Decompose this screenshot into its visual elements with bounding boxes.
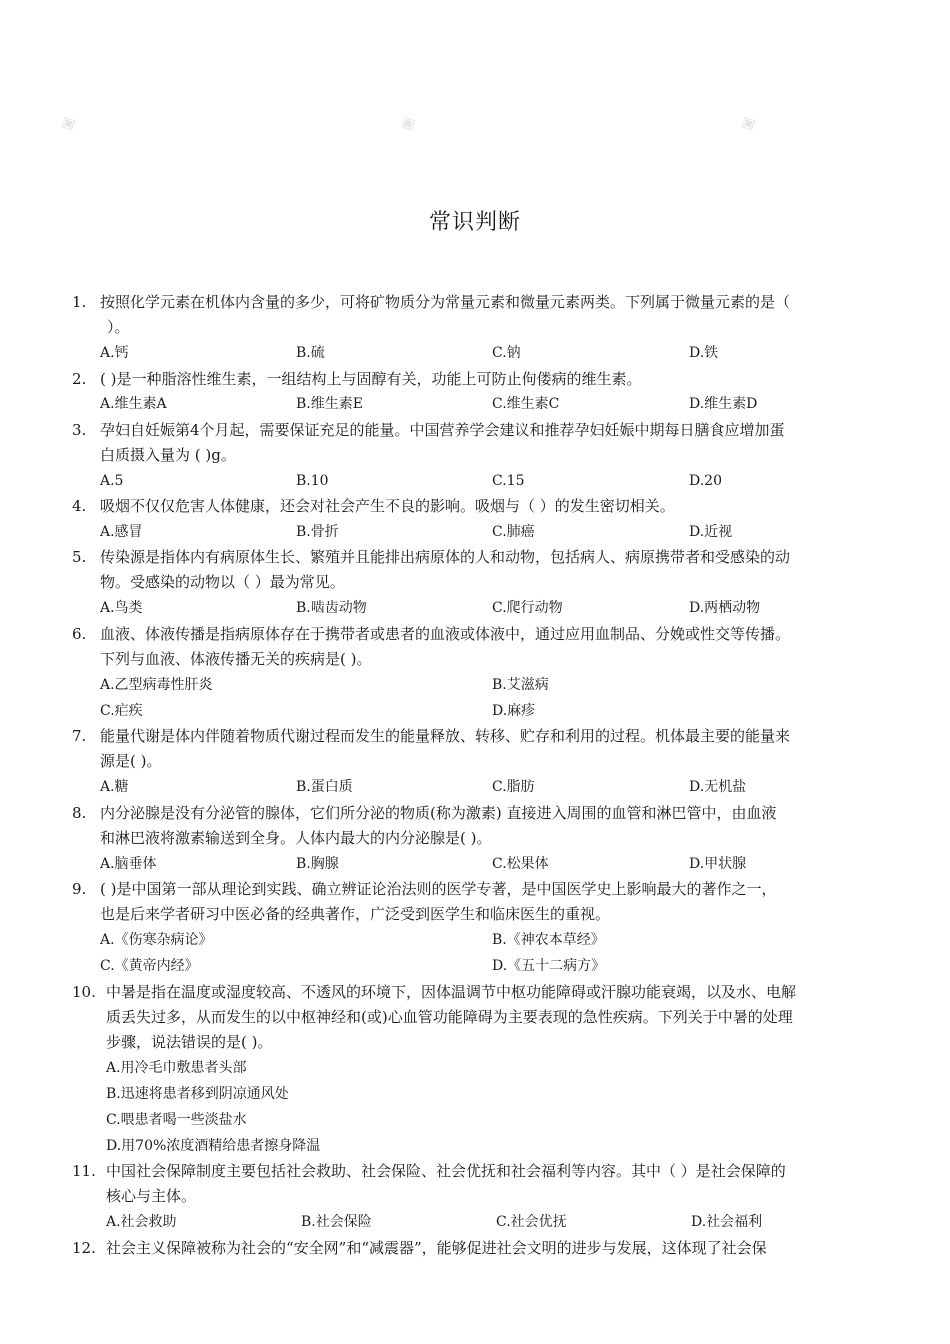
option-c[interactable]: C.疟疾 xyxy=(100,703,143,719)
option-c[interactable]: C.脂肪 xyxy=(492,779,535,795)
option-b[interactable]: B.艾滋病 xyxy=(492,677,549,693)
question-line: 白质摄入量为 ( )g。 xyxy=(100,446,236,464)
option-c[interactable]: C.维生素C xyxy=(492,396,560,412)
option-d[interactable]: D.甲状腺 xyxy=(689,856,747,872)
question-line: 核心与主体。 xyxy=(106,1187,197,1205)
question-line: ( )是一种脂溶性维生素，一组结构上与固醇有关，功能上可防止佝偻病的维生素。 xyxy=(100,370,642,388)
question-line: 传染源是指体内有病原体生长、繁殖并且能排出病原体的人和动物，包括病人、病原携带者和受感染的动 xyxy=(100,548,791,566)
option-c[interactable]: C.社会优抚 xyxy=(496,1214,567,1230)
option-a[interactable]: A.《伤寒杂病论》 xyxy=(100,932,213,948)
option-a[interactable]: A.社会救助 xyxy=(106,1214,177,1230)
question-number: 5. xyxy=(72,548,87,566)
option-a[interactable]: A.脑垂体 xyxy=(100,856,157,872)
question-number: 8. xyxy=(72,804,87,822)
option-b[interactable]: B.《神农本草经》 xyxy=(492,932,605,948)
question-line: 吸烟不仅仅危害人体健康，还会对社会产生不良的影响。吸烟与（ ）的发生密切相关。 xyxy=(100,497,675,515)
option-d[interactable]: D.铁 xyxy=(689,345,719,361)
question-line: 中暑是指在温度或湿度较高、不透风的环境下，因体温调节中枢功能障碍或汗腺功能衰竭，以及水、电解 xyxy=(106,983,797,1001)
question-number: 3. xyxy=(72,421,87,439)
watermark: ◈ xyxy=(55,107,80,137)
option-a[interactable]: A.感冒 xyxy=(100,524,143,540)
option-a[interactable]: A.用冷毛巾敷患者头部 xyxy=(106,1060,247,1076)
question-line: 源是( )。 xyxy=(100,752,162,770)
question-line: 孕妇自妊娠第4个月起，需要保证充足的能量。中国营养学会建议和推荐孕妇妊娠中期每日膳食应增加蛋 xyxy=(100,421,785,439)
option-b[interactable]: B.维生素E xyxy=(296,396,363,412)
option-a[interactable]: A.钙 xyxy=(100,345,129,361)
watermark: ◈ xyxy=(735,107,760,137)
option-a[interactable]: A.糖 xyxy=(100,779,129,795)
question-line: 中国社会保障制度主要包括社会救助、社会保险、社会优抚和社会福利等内容。其中（ ）是社会保障的 xyxy=(106,1162,786,1180)
page-title: 常识判断 xyxy=(428,210,521,235)
option-d[interactable]: D.近视 xyxy=(689,524,733,540)
option-b[interactable]: B.10 xyxy=(296,473,329,489)
option-c[interactable]: C.钠 xyxy=(492,345,521,361)
option-d[interactable]: D.两栖动物 xyxy=(689,600,761,616)
question-line: 血液、体液传播是指病原体存在于携带者或患者的血液或体液中，通过应用血制品、分娩或性交等传播。 xyxy=(100,625,791,643)
option-a[interactable]: A.5 xyxy=(100,473,124,489)
question-line: ）。 xyxy=(107,318,130,336)
question-line: 步骤，说法错误的是( )。 xyxy=(106,1033,273,1051)
option-b[interactable]: B.社会保险 xyxy=(301,1214,372,1230)
question-line: ( )是中国第一部从理论到实践、确立辨证论治法则的医学专著，是中国医学史上影响最大的著作之一， xyxy=(100,880,777,898)
option-b[interactable]: B.迅速将患者移到阴凉通风处 xyxy=(106,1086,289,1102)
option-a[interactable]: A.维生素A xyxy=(100,396,167,412)
option-d[interactable]: D.无机盐 xyxy=(689,779,747,795)
option-d[interactable]: D.用70%浓度酒精给患者擦身降温 xyxy=(106,1138,321,1154)
option-a[interactable]: A.乙型病毒性肝炎 xyxy=(100,677,213,693)
option-d[interactable]: D.麻疹 xyxy=(492,703,536,719)
option-b[interactable]: B.硫 xyxy=(296,345,325,361)
question-number: 1. xyxy=(72,293,87,311)
option-b[interactable]: B.骨折 xyxy=(296,524,339,540)
option-c[interactable]: C.《黄帝内经》 xyxy=(100,958,199,974)
question-number: 2. xyxy=(72,370,87,388)
option-b[interactable]: B.胸腺 xyxy=(296,856,339,872)
option-b[interactable]: B.蛋白质 xyxy=(296,779,353,795)
question-number: 10. xyxy=(72,983,96,1001)
option-c[interactable]: C.15 xyxy=(492,473,525,489)
option-c[interactable]: C.松果体 xyxy=(492,856,549,872)
question-number: 11. xyxy=(72,1162,96,1180)
option-d[interactable]: D.《五十二病方》 xyxy=(492,958,606,974)
option-d[interactable]: D.维生素D xyxy=(689,396,758,412)
option-b[interactable]: B.啮齿动物 xyxy=(296,600,367,616)
question-line: 能量代谢是体内伴随着物质代谢过程而发生的能量释放、转移、贮存和利用的过程。机体最主要的能量来 xyxy=(100,727,791,745)
question-number: 9. xyxy=(72,880,87,898)
question-number: 12. xyxy=(72,1239,96,1257)
option-d[interactable]: D.20 xyxy=(689,473,722,489)
question-number: 6. xyxy=(72,625,87,643)
watermark: ◈ xyxy=(395,107,420,137)
question-line: 和淋巴液将激素输送到全身。人体内最大的内分泌腺是( )。 xyxy=(100,829,492,847)
question-line: 质丢失过多，从而发生的以中枢神经和(或)心血管功能障碍为主要表现的急性疾病。下列关于中暑的处理 xyxy=(106,1008,793,1026)
option-d[interactable]: D.社会福利 xyxy=(691,1214,763,1230)
question-number: 4. xyxy=(72,497,87,515)
option-c[interactable]: C.喂患者喝一些淡盐水 xyxy=(106,1112,247,1128)
question-line: 也是后来学者研习中医必备的经典著作，广泛受到医学生和临床医生的重视。 xyxy=(100,905,611,923)
question-line: 物。受感染的动物以（ ）最为常见。 xyxy=(100,573,345,591)
question-line: 内分泌腺是没有分泌管的腺体，它们所分泌的物质(称为激素) 直接进入周围的血管和淋巴管中，由血液 xyxy=(100,804,777,822)
option-c[interactable]: C.肺癌 xyxy=(492,524,535,540)
question-line: 按照化学元素在机体内含量的多少，可将矿物质分为常量元素和微量元素两类。下列属于微量元素的是（ xyxy=(100,293,791,311)
option-c[interactable]: C.爬行动物 xyxy=(492,600,563,616)
question-line: 下列与血液、体液传播无关的疾病是( )。 xyxy=(100,650,372,668)
question-line: 社会主义保障被称为社会的“安全网”和“减震器”，能够促进社会文明的进步与发展，这体现了社会保 xyxy=(106,1239,767,1257)
question-number: 7. xyxy=(72,727,87,745)
option-a[interactable]: A.鸟类 xyxy=(100,600,143,616)
